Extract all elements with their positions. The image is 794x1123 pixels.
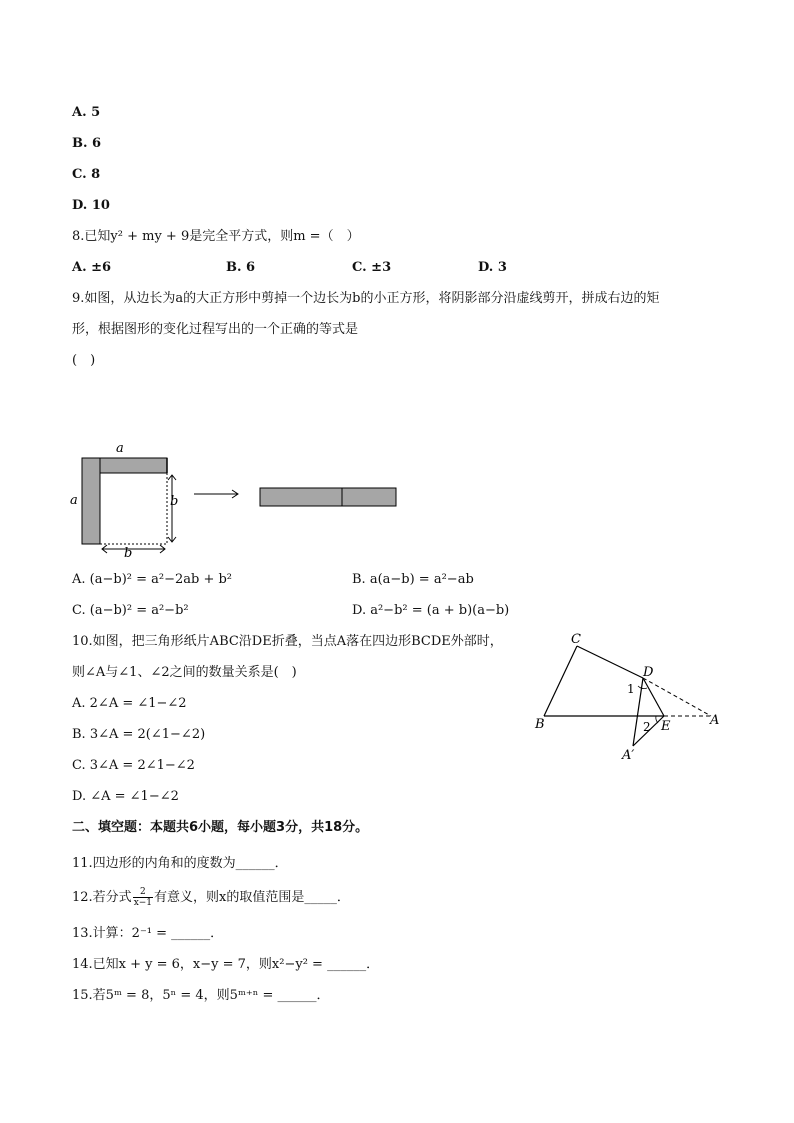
q8-option-b: B. 6 [226, 260, 256, 275]
q9-option-b: B. a(a−b) = a²−ab [352, 572, 474, 587]
q9-answer-paren: ( ) [72, 353, 96, 368]
q9-label-a-left: a [70, 493, 78, 508]
q12-fraction-denominator: x−1 [133, 898, 153, 908]
q9-figure [60, 434, 410, 560]
q10-label-angle-1: 1 [627, 682, 635, 696]
q9-result-rectangle [260, 488, 396, 506]
q9-option-c: C. (a−b)² = a²−b² [72, 603, 189, 618]
q7-option-c: C. 8 [72, 167, 101, 182]
q9-label-b-bottom: b [124, 546, 133, 560]
q14: 14.已知x + y = 6，x−y = 7，则x²−y² = ______． [72, 957, 380, 972]
q9-stem-line2: 形，根据图形的变化过程写出的一个正确的等式是 [72, 322, 359, 337]
q10-label-a-prime: A′ [622, 748, 635, 763]
q7-option-b: B. 6 [72, 136, 102, 151]
q10-figure [530, 628, 730, 764]
q12-prefix: 12.若分式 [72, 890, 132, 905]
q9-label-b-right: b [170, 494, 179, 509]
q10-label-d: D [643, 665, 654, 680]
q10-label-c: C [571, 632, 581, 647]
q8-stem: 8.已知y² + my + 9是完全平方式，则m =（ ） [72, 229, 360, 244]
q10-option-d: D. ∠A = ∠1−∠2 [72, 789, 179, 804]
q9-option-d: D. a²−b² = (a + b)(a−b) [352, 603, 510, 618]
q9-label-a-top: a [116, 441, 124, 456]
q9-shaded-strip-top [100, 458, 167, 473]
q9-option-a: A. (a−b)² = a²−2ab + b² [72, 572, 233, 587]
q10-label-a: A [710, 713, 720, 728]
q12 [72, 887, 350, 908]
q7-option-a: A. 5 [72, 105, 101, 120]
q10-option-b: B. 3∠A = 2(∠1−∠2) [72, 727, 206, 742]
q15: 15.若5ᵐ = 8，5ⁿ = 4，则5ᵐ⁺ⁿ = ______． [72, 988, 330, 1003]
q7-option-d: D. 10 [72, 198, 110, 213]
q12-suffix: 有意义，则x的取值范围是_____． [154, 890, 350, 905]
q10-label-angle-2: 2 [643, 720, 651, 734]
q12-fraction [133, 887, 153, 908]
q8-option-d: D. 3 [478, 260, 507, 275]
q9-shaded-strip-left [82, 458, 100, 544]
q8-option-c: C. ±3 [352, 260, 392, 275]
q10-option-c: C. 3∠A = 2∠1−∠2 [72, 758, 195, 773]
q10-label-e: E [661, 719, 671, 734]
q10-option-a: A. 2∠A = ∠1−∠2 [72, 696, 187, 711]
q8-option-a: A. ±6 [72, 260, 112, 275]
q9-stem-line1: 9.如图，从边长为a的大正方形中剪掉一个边长为b的小正方形，将阴影部分沿虚线剪开，拼成右边的矩 [72, 291, 660, 306]
section-2-heading: 二、填空题：本题共6小题，每小题3分，共18分。 [72, 820, 369, 835]
q13: 13.计算：2⁻¹ = ______． [72, 926, 224, 941]
q12-fraction-numerator: 2 [133, 887, 153, 898]
q10-stem-line2: 则∠A与∠1、∠2之间的数量关系是( ) [72, 665, 297, 680]
q10-stem-line1: 10.如图，把三角形纸片ABC沿DE折叠，当点A落在四边形BCDE外部时， [72, 634, 503, 649]
q11: 11.四边形的内角和的度数为______． [72, 856, 288, 871]
q10-label-b: B [535, 717, 545, 732]
